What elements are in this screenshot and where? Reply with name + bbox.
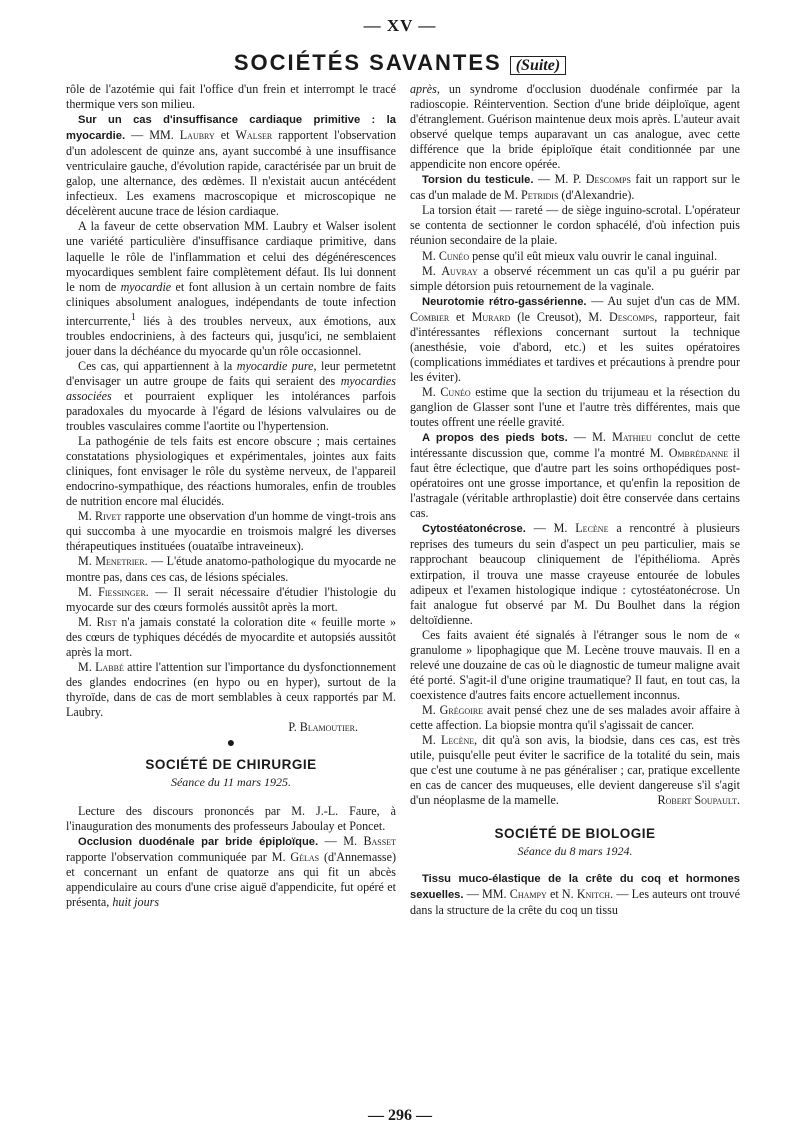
text: M. bbox=[422, 384, 441, 399]
text: — M. P. bbox=[533, 172, 586, 187]
text: (d'Alexandrie). bbox=[558, 188, 635, 203]
author-name: Champy bbox=[509, 887, 547, 902]
paragraph bbox=[410, 385, 740, 430]
paragraph: La torsion était — rareté — de siège inguino-scrotal. L'opérateur se contenta de sectionner le cordon sphacélé, d'où infection puis réunion secondaire de la plaie. bbox=[410, 203, 740, 248]
text: , rapporteur, fait d'intéressantes réflexions concernant surtout la technique (anesthésie, voie d'abord, etc.) et les suites opératoires (complications immédiates et tardives et précautions à prendre pour les éviter). bbox=[410, 309, 741, 384]
author-name: Cunéo bbox=[440, 384, 471, 399]
section-banner bbox=[0, 50, 800, 76]
page-number: — 296 — bbox=[368, 1107, 432, 1124]
author-name: Blamoutier bbox=[299, 720, 355, 734]
text: pense qu'il eût mieux valu ouvrir le canal inguinal. bbox=[469, 248, 718, 263]
paragraph bbox=[410, 264, 740, 294]
author-name: Mathieu bbox=[612, 430, 652, 445]
article-heading: A propos des pieds bots. bbox=[422, 432, 568, 445]
bullet-separator: ● bbox=[226, 736, 236, 752]
seance-date: Séance du 8 mars 1924. bbox=[517, 844, 633, 859]
banner-title: SOCIÉTÉS SAVANTES bbox=[233, 50, 502, 75]
author-name: Murard bbox=[471, 309, 511, 324]
text: et font allusion à un certain nombre de faits cliniques absolument analogues, indépendants de toute infection intercurrente, bbox=[66, 279, 396, 328]
paragraph bbox=[410, 172, 740, 203]
paragraph: rôle de l'azotémie qui fait l'office d'un frein et interrompt le tracé thermique vers son milieu. bbox=[66, 82, 396, 112]
author-name: Labbé bbox=[95, 659, 124, 674]
italic-term: huit jours bbox=[112, 895, 160, 910]
text: — M. bbox=[525, 521, 576, 536]
paragraph bbox=[66, 615, 396, 660]
text: (d'Annemasse) et concernant un enfant de quatorze ans qui fit un abcès appendiculaire au cours d'une crise aiguë d'appendicite, fut opéré et présenta, bbox=[66, 850, 396, 910]
text: . bbox=[354, 720, 358, 734]
text: . — Il serait nécessaire d'étudier l'histologie du myocarde sur des cœurs formolés aussitôt après la mort. bbox=[66, 584, 396, 614]
paragraph bbox=[410, 82, 740, 172]
text: A la faveur de cette observation MM. Laubry et Walser isolent une variété particulière d'insuffisance cardiaque primitive, dans laquelle le rôle de l'inflammation et celui des dégénérescences myocardiques semblent faire complètement défaut. Ils lui donnent le nom de bbox=[66, 219, 396, 294]
paragraph: Lecture des discours prononcés par M. J.-L. Faure, à l'inauguration des monuments des professeurs Jaboulay et Poncet. bbox=[66, 804, 396, 834]
text: et N. bbox=[546, 887, 577, 902]
author-name: Fiessinger bbox=[98, 584, 146, 599]
author-name: Ombrédanne bbox=[668, 446, 729, 461]
paragraph bbox=[410, 871, 740, 918]
text: n'a jamais constaté la coloration dite « feuille morte » des cœurs de typhiques décédés de myocardite et autopsiés aussitôt après la mort. bbox=[66, 614, 396, 659]
left-column bbox=[66, 82, 396, 910]
text: (le Creusot), M. bbox=[510, 309, 610, 324]
paragraph bbox=[66, 660, 396, 720]
author-name: Walser bbox=[235, 128, 273, 143]
paragraph bbox=[410, 249, 740, 264]
author-name: Descomps bbox=[585, 172, 631, 187]
paragraph: Ces faits avaient été signalés à l'étranger sous le nom de « granulome » lipophagique que M. Lecène trouve mauvais. Il en a relevé une douzaine de cas où le diagnostic de tumeur maligne avait été porté. S'agit-il d'une origine traumatique? Il faut, en tout cas, la coexistence d'autres faits encore actuellement inconnus. bbox=[410, 627, 740, 702]
text: M. bbox=[78, 614, 97, 629]
right-column bbox=[410, 82, 740, 918]
article-heading: Occlusion duodénale par bride épiploïque. bbox=[78, 836, 319, 849]
text: attire l'attention sur l'importance du dysfonctionnement des glandes endocrines (en hypo ou en hyper), surtout de la thyroïde, dans de cas de mort semblables à ceux rapportés par M. Laubry. bbox=[66, 659, 396, 719]
text: a observé récemment un cas qu'il a pu guérir par simple détorsion puis retournement de la vaginale. bbox=[410, 263, 740, 293]
text: M. bbox=[78, 584, 99, 599]
author-name: Laubry bbox=[179, 128, 215, 143]
text: — Au sujet d'un cas de MM. bbox=[586, 293, 741, 308]
paragraph bbox=[410, 521, 740, 627]
author-name: Menetrier bbox=[95, 554, 145, 569]
article-heading: Neurotomie rétro-gassérienne. bbox=[422, 295, 587, 308]
author-name: Basset bbox=[363, 834, 396, 849]
article-heading: Tissu muco-élastique de la crête du coq et hormones sexuelles. bbox=[410, 873, 740, 902]
paragraph bbox=[410, 430, 740, 521]
text: avait pensé chez une de ses malades avoir affaire à cette affection. La biopsie montra qu'il s'agissait de cancer. bbox=[410, 702, 740, 732]
italic-term: myocardie pure bbox=[236, 358, 314, 373]
text: M. bbox=[422, 263, 442, 278]
signature: Robert Soupault. bbox=[657, 793, 740, 808]
paragraph bbox=[66, 585, 396, 615]
article-heading: Sur un cas d'insuffisance cardiaque primitive : la myocardie. bbox=[66, 114, 396, 143]
paragraph bbox=[66, 554, 396, 584]
text: , un syndrome d'occlusion duodénale confirmée par la radioscopie. Réintervention. Section d'une bride déiploïque, agent d'étranglement. Guérison maintenue deux mois après. L'auteur avait observé quelque temps auparavant un cas analogue, avec cette différence que la bride épiploïque était conditionnée par une appendicite non encore opérée. bbox=[410, 82, 740, 172]
paragraph bbox=[410, 733, 740, 808]
text: M. bbox=[78, 554, 96, 569]
spacer bbox=[410, 808, 740, 824]
author-name: Cunéo bbox=[438, 248, 470, 263]
text: rapportent l'observation d'un adolescent de quinze ans, ayant succombé à une insuffisance ventriculaire gauche, d'évolution rapide, caractérisée par un bruit de galop, une alternance, des œdèmes. Il n'existait aucun antécédent infectieux. Les examens macroscopique et microscopique ne décelèrent aucune trace de lésion cardiaque. bbox=[66, 128, 396, 219]
text: M. bbox=[422, 702, 440, 717]
text: et pourraient expliquer les intolérances parfois paradoxales du myocarde à l'égard de lésions valvulaires ou de troubles vasculaires comme l'aortite ou l'hypertension. bbox=[66, 388, 396, 434]
text: M. bbox=[78, 659, 96, 674]
text: M. bbox=[422, 733, 441, 748]
text: P. bbox=[288, 720, 300, 734]
text: rapporte une observation d'un homme de vingt-trois ans qui succomba à une myocardie en troismois malgré les diverses thérapeutiques instituées (ouataïbe intraveineux). bbox=[66, 509, 396, 554]
text: et bbox=[214, 128, 236, 143]
author-name: Auvray bbox=[441, 263, 478, 278]
author-name: Gélas bbox=[290, 850, 320, 865]
paragraph bbox=[66, 219, 396, 358]
italic-term: myocardie bbox=[120, 279, 172, 294]
text: — MM. bbox=[463, 887, 510, 902]
text: , leur permetetnt d'envisager un autre groupe de faits qui seraient des bbox=[66, 358, 396, 388]
paragraph bbox=[410, 294, 740, 385]
signature bbox=[66, 720, 396, 735]
article-heading: Torsion du testicule. bbox=[422, 174, 534, 187]
text: et bbox=[449, 309, 472, 324]
text: fait un rapport sur le cas d'un malade de M. bbox=[410, 172, 741, 203]
paragraph bbox=[66, 359, 396, 434]
article-heading: Cytostéatonécrose. bbox=[422, 523, 526, 536]
text: liés à des troubles nerveux, aux émotions, aux troubles endocriniens, à des facteurs qui, jusqu'ici, ne semblaient jouer dans la déchéance du myocarde qu'un rôle occasionnel. bbox=[66, 313, 396, 358]
text: M. bbox=[422, 248, 439, 263]
author-name: Rivet bbox=[95, 509, 122, 524]
text: a rencontré à plusieurs reprises des tumeurs du sein d'aspect un peu particulier, mais se rapprochant beaucoup cliniquement de l'épithélioma. Après extirpation, il trouva une masse crayeuse entourée de lobules adipeux et l'examen histologique indique : cytostéatonécrose. Un fait analogue fut observé par M. Du Boulhet dans la région deltoïdienne. bbox=[410, 521, 740, 627]
author-name: Rist bbox=[96, 614, 117, 629]
text: M. bbox=[78, 509, 96, 524]
section-heading-biologie: SOCIÉTÉ DE BIOLOGIE bbox=[494, 826, 656, 842]
author-name: Knitch bbox=[576, 887, 611, 902]
text: conclut de cette intéressante discussion que, comme l'a montré M. bbox=[410, 430, 740, 461]
roman-folio: — XV — bbox=[363, 16, 437, 35]
seance-date: Séance du 11 mars 1925. bbox=[170, 775, 292, 790]
text: estime que la section du trijumeau et la résection du ganglion de Glasser sont l'une et l'autre très différentes, mais que toutes offrent une réelle gravité. bbox=[410, 384, 740, 430]
text: , dit qu'à son avis, la biodsie, dans ces cas, est très utile, puisqu'elle peut éviter le sacrifice de la totalité du sein, mais que c'est une coutume à ne pas généraliser ; car, pratique excellente en cas de cancer des muqueuses, elle devient dangereuse s'il s'agit d'un néoplasme de la mamelle. bbox=[410, 733, 740, 808]
banner-suite: (Suite) bbox=[510, 56, 566, 75]
text: rapporte l'observation communiquée par M. bbox=[66, 850, 291, 865]
author-name: Lecène bbox=[575, 521, 609, 536]
text: — MM. bbox=[125, 128, 180, 143]
author-name: Grégoire bbox=[439, 702, 484, 717]
paragraph bbox=[66, 112, 396, 219]
author-name: Descomps bbox=[609, 309, 655, 324]
paragraph bbox=[66, 509, 396, 554]
author-name: Petridis bbox=[521, 188, 559, 203]
section-heading-chirurgie: SOCIÉTÉ DE CHIRURGIE bbox=[145, 757, 317, 773]
text: . — Les auteurs ont trouvé dans la structure de la crête du coq un tissu bbox=[410, 887, 741, 918]
author-name: Lecène bbox=[441, 733, 475, 748]
text: Ces cas, qui appartiennent à la bbox=[78, 358, 237, 373]
paragraph: La pathogénie de tels faits est encore obscure ; mais certaines constatations physiologiques et expérimentales, jointes aux faits cliniques, font envisager le rôle du système nerveux, de l'appareil endocrino-sympathique, des réactions humorales, enfin de troubles de nutrition encore mal élucidés. bbox=[66, 434, 396, 509]
footnote-mark: 1 bbox=[130, 311, 136, 323]
italic-term: myocardies associées bbox=[66, 373, 396, 403]
italic-term: après bbox=[410, 82, 437, 96]
text: il faut être éclectique, que d'autre part les soins orthopédiques post-opératoires ont une grosse importance, et qu'enfin la reposition de l'astragale (véritable arthroplastie) doit être conservée dans certains cas. bbox=[410, 446, 740, 521]
author-name: Combier bbox=[410, 309, 450, 324]
text: — M. bbox=[318, 834, 364, 849]
paragraph bbox=[410, 703, 740, 733]
text: . — L'étude anatomo-pathologique du myocarde ne montre pas, dans ces cas, de lésions spéciales. bbox=[66, 554, 396, 584]
text: — M. bbox=[567, 430, 613, 445]
paragraph bbox=[66, 834, 396, 910]
